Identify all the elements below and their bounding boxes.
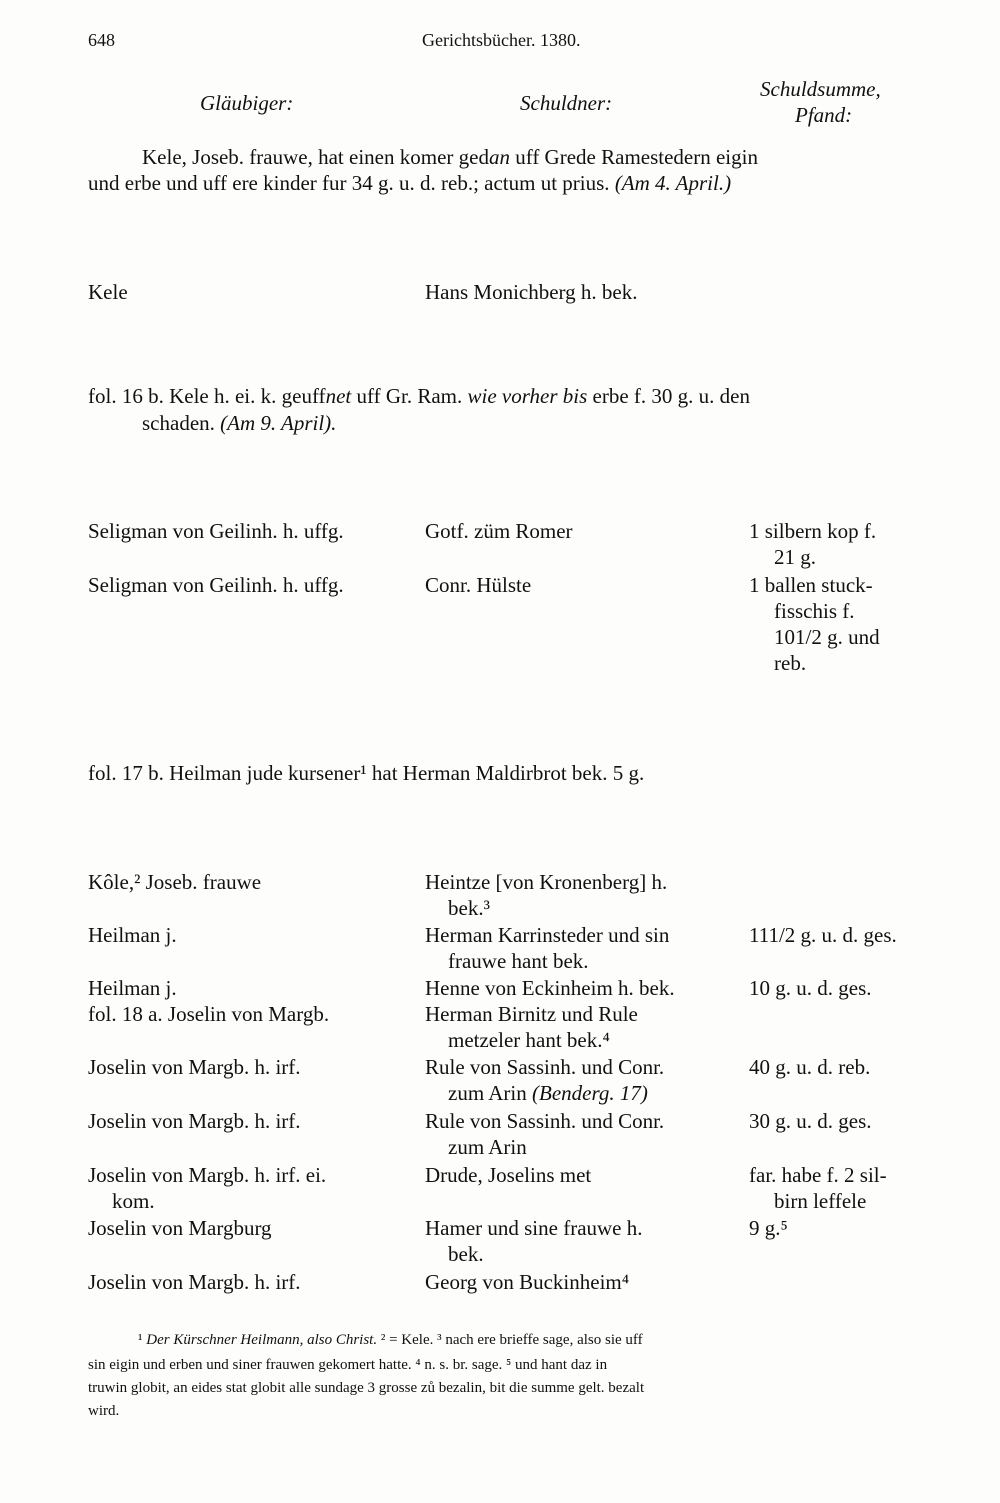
amount-cell: 10 g. u. d. ges.	[749, 976, 872, 1000]
debtor-cell: metzeler hant bek.⁴	[448, 1028, 610, 1052]
debtor-cell: Heintze [von Kronenberg] h.	[425, 870, 668, 894]
entry-text: schaden.	[142, 411, 215, 435]
amount-cell: 9 g.⁵	[749, 1216, 788, 1240]
amount-cell: 101/2 g. und	[774, 625, 880, 649]
debtor-cell: Georg von Buckinheim⁴	[425, 1270, 630, 1294]
debtor-cell: zum Arin	[448, 1135, 527, 1159]
debtor-text: zum Arin	[448, 1081, 527, 1105]
entry-text: uff Grede Ramestedern eigin	[509, 145, 758, 169]
footnote-line: wird.	[88, 1403, 120, 1419]
entry-text-italic: net	[325, 384, 352, 408]
amount-cell: 111/2 g. u. d. ges.	[749, 923, 897, 947]
debtor-cell: Rule von Sassinh. und Conr.	[425, 1109, 665, 1133]
amount-cell: reb.	[774, 651, 807, 675]
creditor-cell: Kôle,² Joseb. frauwe	[88, 870, 262, 894]
debtor-cell: Henne von Eckinheim h. bek.	[425, 976, 675, 1000]
amount-cell: birn leffele	[774, 1189, 867, 1213]
creditor-cell: kom.	[112, 1189, 155, 1213]
entry-text-italic: wie vorher bis	[467, 384, 588, 408]
amount-cell: 21 g.	[774, 545, 816, 569]
entry-text: Kele, Joseb. frauwe, hat einen komer ged	[142, 145, 489, 169]
entry-date: (Am 4. April.)	[614, 171, 732, 195]
entry-paragraph-line	[88, 170, 731, 196]
debtor-cell: bek.	[448, 1242, 484, 1266]
footnote-italic: Der Kürschner Heilmann, also Christ.	[146, 1332, 378, 1348]
debtor-cell: Conr. Hülste	[425, 573, 532, 597]
creditor-cell: Heilman j.	[88, 976, 177, 1000]
debtor-cell: bek.³	[448, 896, 490, 920]
footnote-line: truwin globit, an eides stat globit alle sundage 3 grosse zů bezalin, bit die summe gelt. bezalt	[88, 1380, 645, 1396]
debtor-cell: Herman Birnitz und Rule	[425, 1002, 638, 1026]
entry-text: fol. 16 b. Kele h. ei. k. geuff	[88, 384, 326, 408]
debtor-cell: Hamer und sine frauwe h.	[425, 1216, 643, 1240]
debtor-cell: Hans Monichberg h. bek.	[425, 280, 638, 304]
footnote-marker: ¹	[138, 1332, 143, 1348]
debtor-cell: Gotf. züm Romer	[425, 519, 573, 543]
debtor-cell: Rule von Sassinh. und Conr.	[425, 1055, 665, 1079]
entry-line: fol. 17 b. Heilman jude kursener¹ hat Herman Maldirbrot bek. 5 g.	[88, 761, 645, 785]
debtor-cell: Drude, Joselins met	[425, 1163, 592, 1187]
entry-paragraph-line	[142, 144, 758, 170]
debtor-reference: (Benderg. 17)	[532, 1081, 648, 1105]
column-heading-debtor: Schuldner:	[520, 91, 613, 115]
creditor-cell: Joselin von Margb. h. irf.	[88, 1270, 301, 1294]
footnote-text: ² = Kele. ³ nach ere brieffe sage, also sie uff	[377, 1332, 643, 1348]
amount-cell: 1 ballen stuck-	[749, 573, 873, 597]
page-number: 648	[88, 30, 115, 50]
entry-text: und erbe und uff ere kinder fur 34 g. u. d. reb.; actum ut prius.	[88, 171, 610, 195]
entry-text: erbe f. 30 g. u. den	[587, 384, 750, 408]
creditor-cell: fol. 18 a. Joselin von Margb.	[88, 1002, 330, 1026]
creditor-cell: Kele	[88, 280, 128, 304]
creditor-cell: Seligman von Geilinh. h. uffg.	[88, 519, 344, 543]
creditor-cell: Joselin von Margb. h. irf.	[88, 1109, 301, 1133]
entry-paragraph-line	[142, 410, 336, 436]
entry-date: (Am 9. April).	[220, 411, 337, 435]
amount-cell: 1 silbern kop f.	[749, 519, 877, 543]
creditor-cell: Heilman j.	[88, 923, 177, 947]
creditor-cell: Seligman von Geilinh. h. uffg.	[88, 573, 344, 597]
creditor-cell: Joselin von Margburg	[88, 1216, 272, 1240]
amount-cell: far. habe f. 2 sil-	[749, 1163, 887, 1187]
debtor-cell: frauwe hant bek.	[448, 949, 589, 973]
debtor-cell	[448, 1080, 648, 1106]
amount-cell: fisschis f.	[774, 599, 855, 623]
column-heading-amount: Schuldsumme,	[760, 77, 881, 101]
running-title: Gerichtsbücher. 1380.	[422, 30, 581, 50]
footnote-line	[138, 1330, 643, 1351]
entry-paragraph-line	[88, 383, 750, 409]
creditor-cell: Joselin von Margb. h. irf. ei.	[88, 1163, 327, 1187]
creditor-cell: Joselin von Margb. h. irf.	[88, 1055, 301, 1079]
amount-cell: 30 g. u. d. ges.	[749, 1109, 872, 1133]
debtor-cell: Herman Karrinsteder und sin	[425, 923, 670, 947]
column-heading-pledge: Pfand:	[795, 103, 853, 127]
entry-text: uff Gr. Ram.	[351, 384, 468, 408]
amount-cell: 40 g. u. d. reb.	[749, 1055, 871, 1079]
column-heading-creditor: Gläubiger:	[200, 91, 294, 115]
entry-text-italic: an	[488, 145, 510, 169]
footnote-line: sin eigin und erben und siner frauwen gekomert hatte. ⁴ n. s. br. sage. ⁵ und hant daz in	[88, 1357, 608, 1373]
